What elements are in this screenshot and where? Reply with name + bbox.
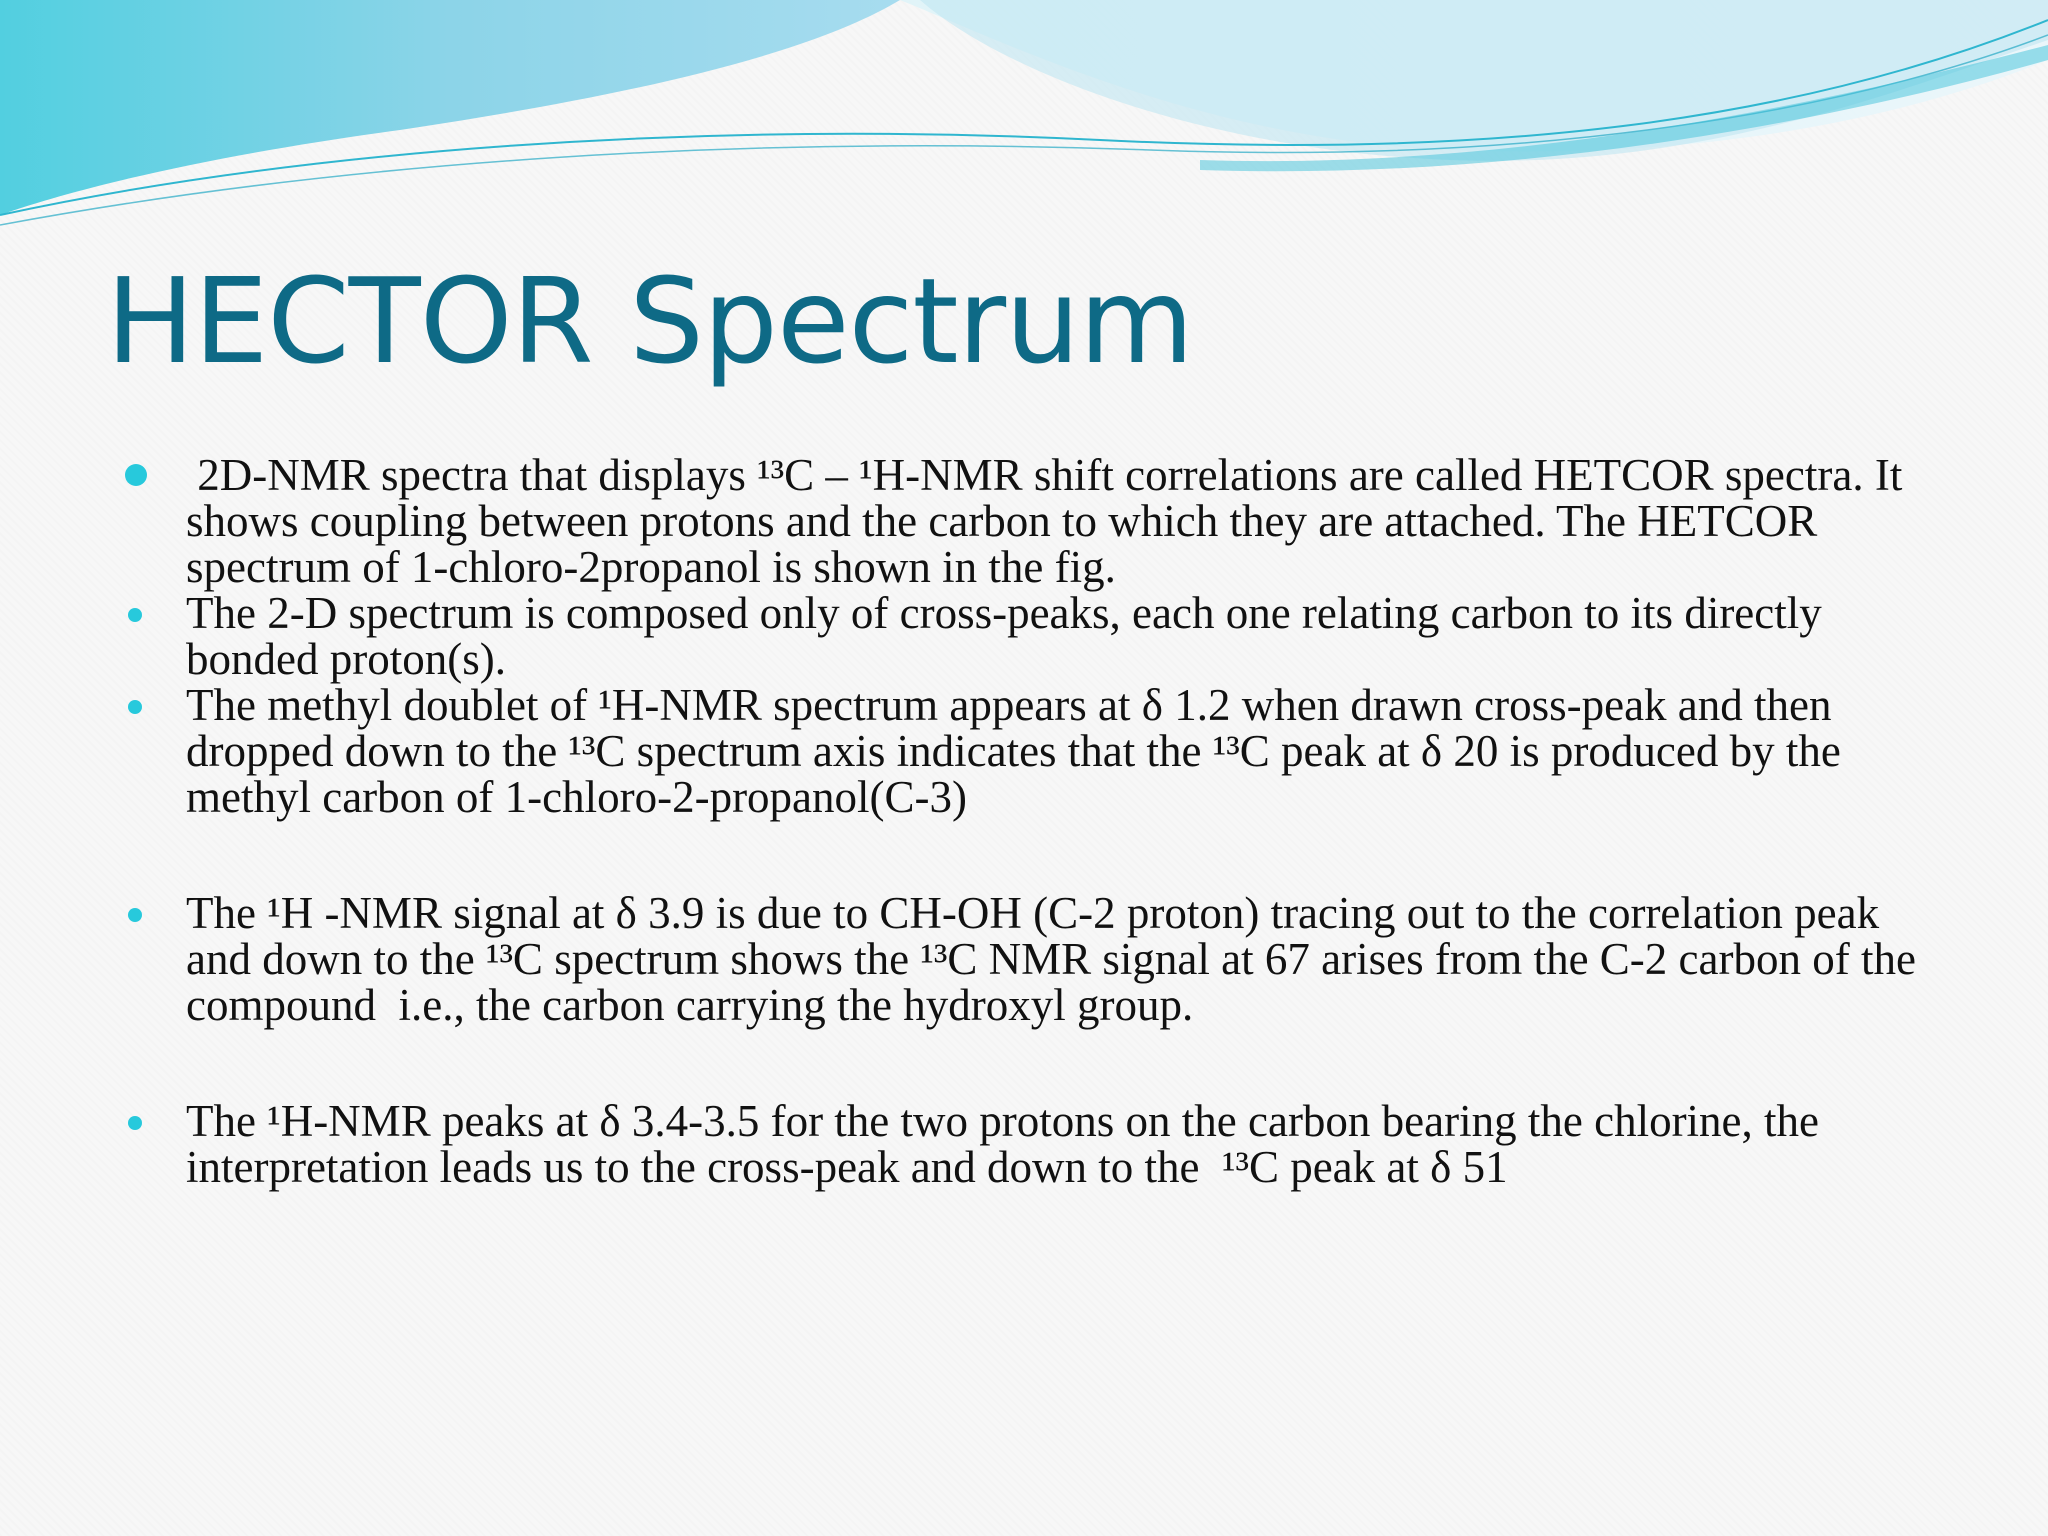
bullet-dot-icon bbox=[128, 608, 142, 622]
bullet-list bbox=[128, 452, 1928, 1190]
bullet-text: 2D-NMR spectra that displays ¹³C – ¹H-NMR shift correlations are called HETCOR spectra. It shows coupling between protons and the carbon to which they are attached. The HETCOR spectrum of 1-chloro-2propanol is shown in the fig. bbox=[186, 450, 1914, 592]
bullet-item-5 bbox=[128, 1098, 1928, 1190]
bullet-text: The methyl doublet of ¹H-NMR spectrum appears at δ 1.2 when drawn cross-peak and then dropped down to the ¹³C spectrum axis indicates that the ¹³C peak at δ 20 is produced by the methyl carbon of 1-chloro-2-propanol(C-3) bbox=[186, 680, 1841, 822]
bullet-item-4 bbox=[128, 890, 1928, 1028]
bullet-item-1 bbox=[128, 452, 1928, 590]
bullet-item-2 bbox=[128, 590, 1928, 682]
bullet-text: The 2-D spectrum is composed only of cross-peaks, each one relating carbon to its directly bonded proton(s). bbox=[186, 588, 1822, 684]
bullet-dot-icon bbox=[128, 1116, 142, 1130]
bullet-item-3 bbox=[128, 682, 1928, 820]
bullet-dot-icon bbox=[128, 908, 142, 922]
bullet-dot-icon bbox=[125, 464, 147, 486]
bullet-text: The ¹H-NMR peaks at δ 3.4-3.5 for the two protons on the carbon bearing the chlorine, the interpretation leads us to the cross-peak and down to the ¹³C peak at δ 51 bbox=[186, 1096, 1831, 1192]
bullet-dot-icon bbox=[128, 700, 142, 714]
slide-title: HECTOR Spectrum bbox=[106, 252, 1193, 390]
header-wave-decoration bbox=[0, 0, 2048, 240]
bullet-text: The ¹H -NMR signal at δ 3.9 is due to CH-OH (C-2 proton) tracing out to the correlation peak and down to the ¹³C spectrum shows the ¹³C NMR signal at 67 arises from the C-2 carbon of the compound i.e., the carbon carrying the hydroxyl group. bbox=[186, 888, 1928, 1030]
